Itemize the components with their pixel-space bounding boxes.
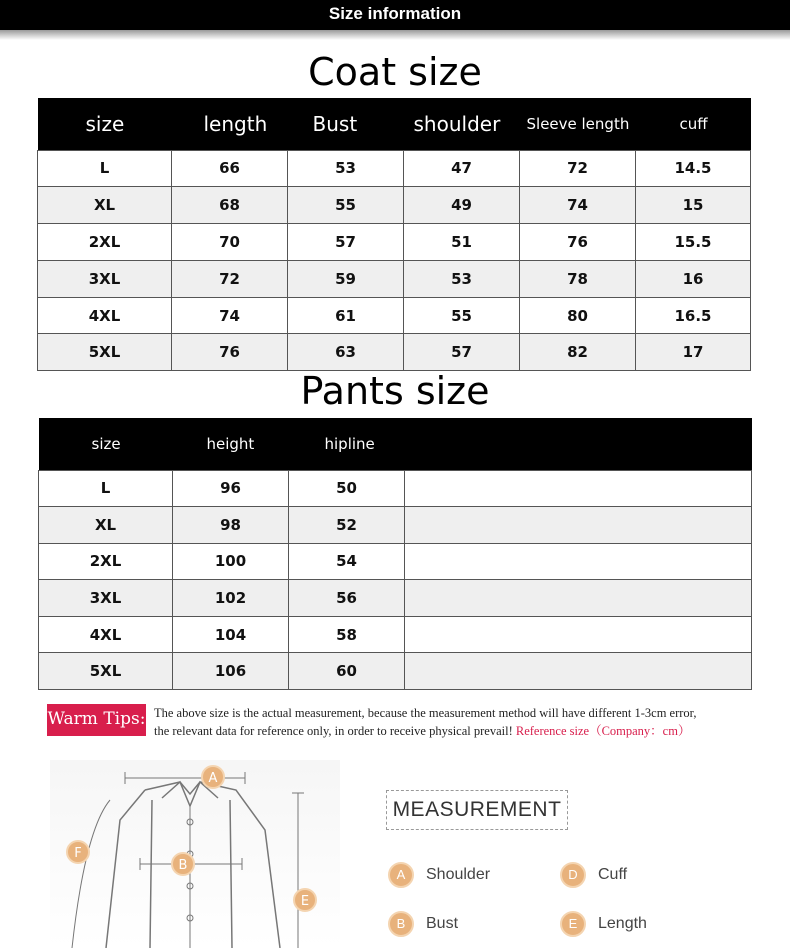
coat-cell: 55 xyxy=(288,187,404,224)
pants-col-hipline: hipline xyxy=(289,418,405,470)
page-title: Size information xyxy=(328,4,462,23)
pants-cell xyxy=(405,616,752,653)
pants-row xyxy=(39,507,752,544)
pants-col-height: height xyxy=(173,418,289,470)
warm-tips-label: Warm Tips: xyxy=(47,704,146,736)
coat-row xyxy=(38,297,751,334)
warm-tips-text xyxy=(154,704,754,740)
diagram-badge-b xyxy=(172,853,194,875)
coat-cell: 5XL xyxy=(38,334,172,371)
badge-d-icon: D xyxy=(560,862,586,888)
warm-tips-line2-wrap xyxy=(154,722,754,740)
coat-cell: 57 xyxy=(288,224,404,261)
coat-col-cuff: cuff xyxy=(636,98,751,150)
coat-cell: 15.5 xyxy=(636,224,751,261)
diagram-badge-a xyxy=(202,766,224,788)
coat-col-length: length xyxy=(172,98,288,150)
pants-cell xyxy=(405,580,752,617)
pants-cell: 98 xyxy=(173,507,289,544)
coat-cell: 70 xyxy=(172,224,288,261)
coat-cell: 2XL xyxy=(38,224,172,261)
pants-cell: 4XL xyxy=(39,616,173,653)
pants-col-empty xyxy=(405,418,752,470)
coat-row xyxy=(38,150,751,187)
shirt-diagram xyxy=(50,760,340,948)
pants-size-title: Pants size xyxy=(300,369,490,413)
coat-cell: XL xyxy=(38,187,172,224)
coat-col-size: size xyxy=(38,98,172,150)
diagram-badge-f xyxy=(67,841,89,863)
pants-row xyxy=(39,653,752,690)
pants-cell: 54 xyxy=(289,543,405,580)
coat-cell: 72 xyxy=(520,150,636,187)
coat-cell: 63 xyxy=(288,334,404,371)
coat-cell: 57 xyxy=(404,334,520,371)
pants-cell: 2XL xyxy=(39,543,173,580)
coat-header-row xyxy=(38,98,751,150)
svg-text:A: A xyxy=(208,771,218,786)
coat-col-bust: Bust xyxy=(288,98,404,150)
diagram-badge-e xyxy=(294,889,316,911)
coat-cell: 3XL xyxy=(38,260,172,297)
pants-cell: 60 xyxy=(289,653,405,690)
legend-length xyxy=(560,911,647,937)
pants-cell: 56 xyxy=(289,580,405,617)
legend-length-label: Length xyxy=(598,915,647,932)
pants-cell xyxy=(405,543,752,580)
coat-cell: 53 xyxy=(288,150,404,187)
pants-cell: 102 xyxy=(173,580,289,617)
pants-row xyxy=(39,580,752,617)
reference-size-note: Reference size（Company：cm） xyxy=(515,724,691,738)
coat-row xyxy=(38,187,751,224)
coat-cell: 51 xyxy=(404,224,520,261)
coat-row xyxy=(38,334,751,371)
coat-cell: 80 xyxy=(520,297,636,334)
pants-cell: 52 xyxy=(289,507,405,544)
coat-cell: 72 xyxy=(172,260,288,297)
coat-cell: 76 xyxy=(172,334,288,371)
coat-cell: 53 xyxy=(404,260,520,297)
coat-col-shoulder: shoulder xyxy=(404,98,520,150)
pants-row xyxy=(39,616,752,653)
pants-cell: 104 xyxy=(173,616,289,653)
pants-size-table xyxy=(38,418,752,690)
coat-row xyxy=(38,260,751,297)
svg-text:B: B xyxy=(178,858,188,873)
pants-cell: 58 xyxy=(289,616,405,653)
pants-cell: 50 xyxy=(289,470,405,507)
coat-cell: 14.5 xyxy=(636,150,751,187)
coat-cell: 55 xyxy=(404,297,520,334)
legend-bust-label: Bust xyxy=(426,915,459,932)
coat-cell: 74 xyxy=(172,297,288,334)
pants-cell: L xyxy=(39,470,173,507)
pants-row xyxy=(39,543,752,580)
pants-cell: 5XL xyxy=(39,653,173,690)
coat-cell: 47 xyxy=(404,150,520,187)
legend-shoulder-label: Shoulder xyxy=(426,866,491,883)
measurement-title: MEASUREMENT xyxy=(386,790,568,830)
badge-a-icon: A xyxy=(388,862,414,888)
coat-size-table xyxy=(37,98,751,371)
coat-cell: 59 xyxy=(288,260,404,297)
coat-cell: 49 xyxy=(404,187,520,224)
pants-cell xyxy=(405,507,752,544)
coat-cell: 74 xyxy=(520,187,636,224)
coat-cell: 76 xyxy=(520,224,636,261)
coat-cell: 68 xyxy=(172,187,288,224)
pants-cell: 100 xyxy=(173,543,289,580)
badge-e-icon: E xyxy=(560,911,586,937)
badge-b-icon: B xyxy=(388,911,414,937)
warm-tips-line2: the relevant data for reference only, in order to receive physical prevail! xyxy=(154,724,513,738)
svg-text:E: E xyxy=(300,894,310,909)
pants-header-row xyxy=(39,418,752,470)
coat-cell: L xyxy=(38,150,172,187)
coat-cell: 4XL xyxy=(38,297,172,334)
legend-bust xyxy=(388,911,458,937)
coat-size-title: Coat size xyxy=(308,50,482,94)
legend-cuff xyxy=(560,862,627,888)
coat-cell: 82 xyxy=(520,334,636,371)
coat-cell: 17 xyxy=(636,334,751,371)
warm-tips-line1: The above size is the actual measurement, because the measurement method will have different 1-3cm error, xyxy=(154,706,697,720)
coat-cell: 61 xyxy=(288,297,404,334)
coat-cell: 15 xyxy=(636,187,751,224)
svg-text:F: F xyxy=(74,846,82,861)
coat-cell: 16.5 xyxy=(636,297,751,334)
coat-cell: 66 xyxy=(172,150,288,187)
title-bar xyxy=(0,0,790,30)
legend-cuff-label: Cuff xyxy=(598,866,628,883)
coat-cell: 16 xyxy=(636,260,751,297)
legend-shoulder xyxy=(388,862,490,888)
pants-row xyxy=(39,470,752,507)
title-bar-shadow xyxy=(0,30,790,40)
coat-col-sleeve-length: Sleeve length xyxy=(520,98,636,150)
pants-cell: XL xyxy=(39,507,173,544)
pants-cell xyxy=(405,653,752,690)
pants-cell xyxy=(405,470,752,507)
pants-col-size: size xyxy=(39,418,173,470)
coat-cell: 78 xyxy=(520,260,636,297)
coat-row xyxy=(38,224,751,261)
pants-cell: 96 xyxy=(173,470,289,507)
pants-cell: 106 xyxy=(173,653,289,690)
pants-cell: 3XL xyxy=(39,580,173,617)
